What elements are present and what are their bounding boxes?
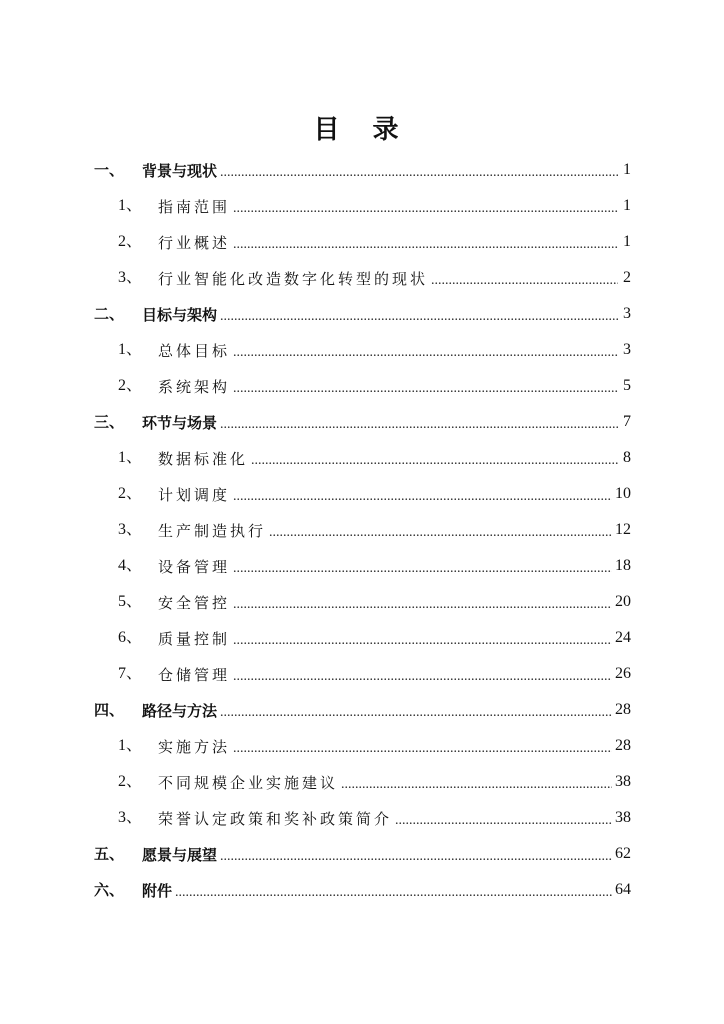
toc-entry-label: 总体目标 xyxy=(158,341,231,360)
toc-entry-label: 附件 xyxy=(142,881,173,900)
dot-leader xyxy=(233,490,612,504)
toc-entry-number: 三、 xyxy=(94,413,125,431)
dot-leader xyxy=(233,382,618,396)
toc-entry-number: 3、 xyxy=(118,521,143,538)
dot-leader xyxy=(341,778,612,792)
toc-entry-number: 2、 xyxy=(118,233,143,250)
toc-entry-number: 四、 xyxy=(94,701,125,719)
dot-leader xyxy=(269,526,612,540)
dot-leader xyxy=(233,562,612,576)
toc-entry-section-4-2[interactable] xyxy=(0,764,724,800)
toc-entry-section-1-1[interactable] xyxy=(0,188,724,224)
toc-entry-chapter-4[interactable] xyxy=(0,692,724,728)
toc-entry-number: 5、 xyxy=(118,593,143,610)
toc-entry-section-2-1[interactable] xyxy=(0,332,724,368)
toc-entry-number: 五、 xyxy=(94,845,125,863)
toc-entry-page: 62 xyxy=(615,845,631,862)
dot-leader xyxy=(233,634,612,648)
dot-leader xyxy=(233,598,612,612)
dot-leader xyxy=(233,346,618,360)
toc-entry-label: 愿景与展望 xyxy=(142,845,218,864)
dot-leader xyxy=(431,274,618,288)
toc-entry-page: 3 xyxy=(623,341,631,358)
dot-leader xyxy=(220,166,618,180)
toc-entry-number: 3、 xyxy=(118,809,143,826)
toc-entry-section-1-3[interactable] xyxy=(0,260,724,296)
toc-entry-section-4-1[interactable] xyxy=(0,728,724,764)
toc-entry-number: 6、 xyxy=(118,629,143,646)
toc-entry-chapter-2[interactable] xyxy=(0,296,724,332)
toc-entry-page: 7 xyxy=(623,413,631,430)
dot-leader xyxy=(233,670,612,684)
toc-entry-label: 行业概述 xyxy=(158,233,231,252)
toc-entry-label: 背景与现状 xyxy=(142,161,218,180)
toc-entry-page: 5 xyxy=(623,377,631,394)
toc-entry-number: 7、 xyxy=(118,665,143,682)
toc-entry-number: 2、 xyxy=(118,377,143,394)
toc-entry-section-2-2[interactable] xyxy=(0,368,724,404)
toc-entry-page: 1 xyxy=(623,233,631,250)
dot-leader xyxy=(395,814,612,828)
toc-entry-number: 4、 xyxy=(118,557,143,574)
toc-entry-number: 二、 xyxy=(94,305,125,323)
toc-entry-number: 3、 xyxy=(118,269,143,286)
toc-entry-number: 1、 xyxy=(118,737,143,754)
dot-leader xyxy=(233,202,618,216)
toc-entry-chapter-1[interactable] xyxy=(0,152,724,188)
toc-entry-chapter-5[interactable] xyxy=(0,836,724,872)
toc-entry-page: 12 xyxy=(615,521,631,538)
toc-entry-section-3-5[interactable] xyxy=(0,584,724,620)
toc-entry-page: 1 xyxy=(623,161,631,178)
toc-entry-page: 28 xyxy=(615,701,631,718)
toc-entry-number: 一、 xyxy=(94,161,125,179)
toc-entry-label: 不同规模企业实施建议 xyxy=(158,773,339,792)
toc-entry-page: 1 xyxy=(623,197,631,214)
toc-entry-label: 环节与场景 xyxy=(142,413,218,432)
toc-entry-chapter-3[interactable] xyxy=(0,404,724,440)
toc-entry-number: 2、 xyxy=(118,773,143,790)
dot-leader xyxy=(220,850,612,864)
toc-entry-label: 数据标准化 xyxy=(158,449,249,468)
toc-entry-label: 仓储管理 xyxy=(158,665,231,684)
toc-entry-page: 38 xyxy=(615,809,631,826)
toc-entry-label: 安全管控 xyxy=(158,593,231,612)
toc-entry-page: 26 xyxy=(615,665,631,682)
toc-entry-page: 3 xyxy=(623,305,631,322)
toc-entry-label: 质量控制 xyxy=(158,629,231,648)
toc-entry-label: 生产制造执行 xyxy=(158,521,267,540)
toc-entry-page: 64 xyxy=(615,881,631,898)
table-of-contents xyxy=(0,152,724,908)
toc-entry-label: 计划调度 xyxy=(158,485,231,504)
toc-entry-section-3-7[interactable] xyxy=(0,656,724,692)
toc-entry-label: 行业智能化改造数字化转型的现状 xyxy=(158,269,429,288)
toc-entry-section-3-6[interactable] xyxy=(0,620,724,656)
toc-entry-number: 2、 xyxy=(118,485,143,502)
toc-entry-page: 24 xyxy=(615,629,631,646)
toc-entry-page: 38 xyxy=(615,773,631,790)
toc-entry-page: 2 xyxy=(623,269,631,286)
toc-entry-page: 20 xyxy=(615,593,631,610)
dot-leader xyxy=(251,454,618,468)
toc-entry-label: 实施方法 xyxy=(158,737,231,756)
toc-entry-page: 28 xyxy=(615,737,631,754)
dot-leader xyxy=(220,706,612,720)
toc-entry-section-1-2[interactable] xyxy=(0,224,724,260)
dot-leader xyxy=(220,418,618,432)
toc-entry-number: 1、 xyxy=(118,449,143,466)
toc-entry-number: 1、 xyxy=(118,197,143,214)
toc-entry-label: 系统架构 xyxy=(158,377,231,396)
toc-entry-section-3-2[interactable] xyxy=(0,476,724,512)
toc-entry-page: 8 xyxy=(623,449,631,466)
toc-entry-number: 六、 xyxy=(94,881,125,899)
toc-entry-number: 1、 xyxy=(118,341,143,358)
toc-entry-label: 荣誉认定政策和奖补政策简介 xyxy=(158,809,393,828)
toc-entry-page: 18 xyxy=(615,557,631,574)
toc-entry-chapter-6[interactable] xyxy=(0,872,724,908)
toc-entry-label: 设备管理 xyxy=(158,557,231,576)
toc-entry-section-4-3[interactable] xyxy=(0,800,724,836)
toc-entry-label: 目标与架构 xyxy=(142,305,218,324)
dot-leader xyxy=(175,886,612,900)
toc-entry-label: 路径与方法 xyxy=(142,701,218,720)
dot-leader xyxy=(233,742,612,756)
dot-leader xyxy=(233,238,618,252)
dot-leader xyxy=(220,310,618,324)
toc-entry-section-3-4[interactable] xyxy=(0,548,724,584)
toc-entry-section-3-1[interactable] xyxy=(0,440,724,476)
toc-entry-label: 指南范围 xyxy=(158,197,231,216)
toc-entry-page: 10 xyxy=(615,485,631,502)
page-title: 目 录 xyxy=(313,115,411,145)
toc-entry-section-3-3[interactable] xyxy=(0,512,724,548)
